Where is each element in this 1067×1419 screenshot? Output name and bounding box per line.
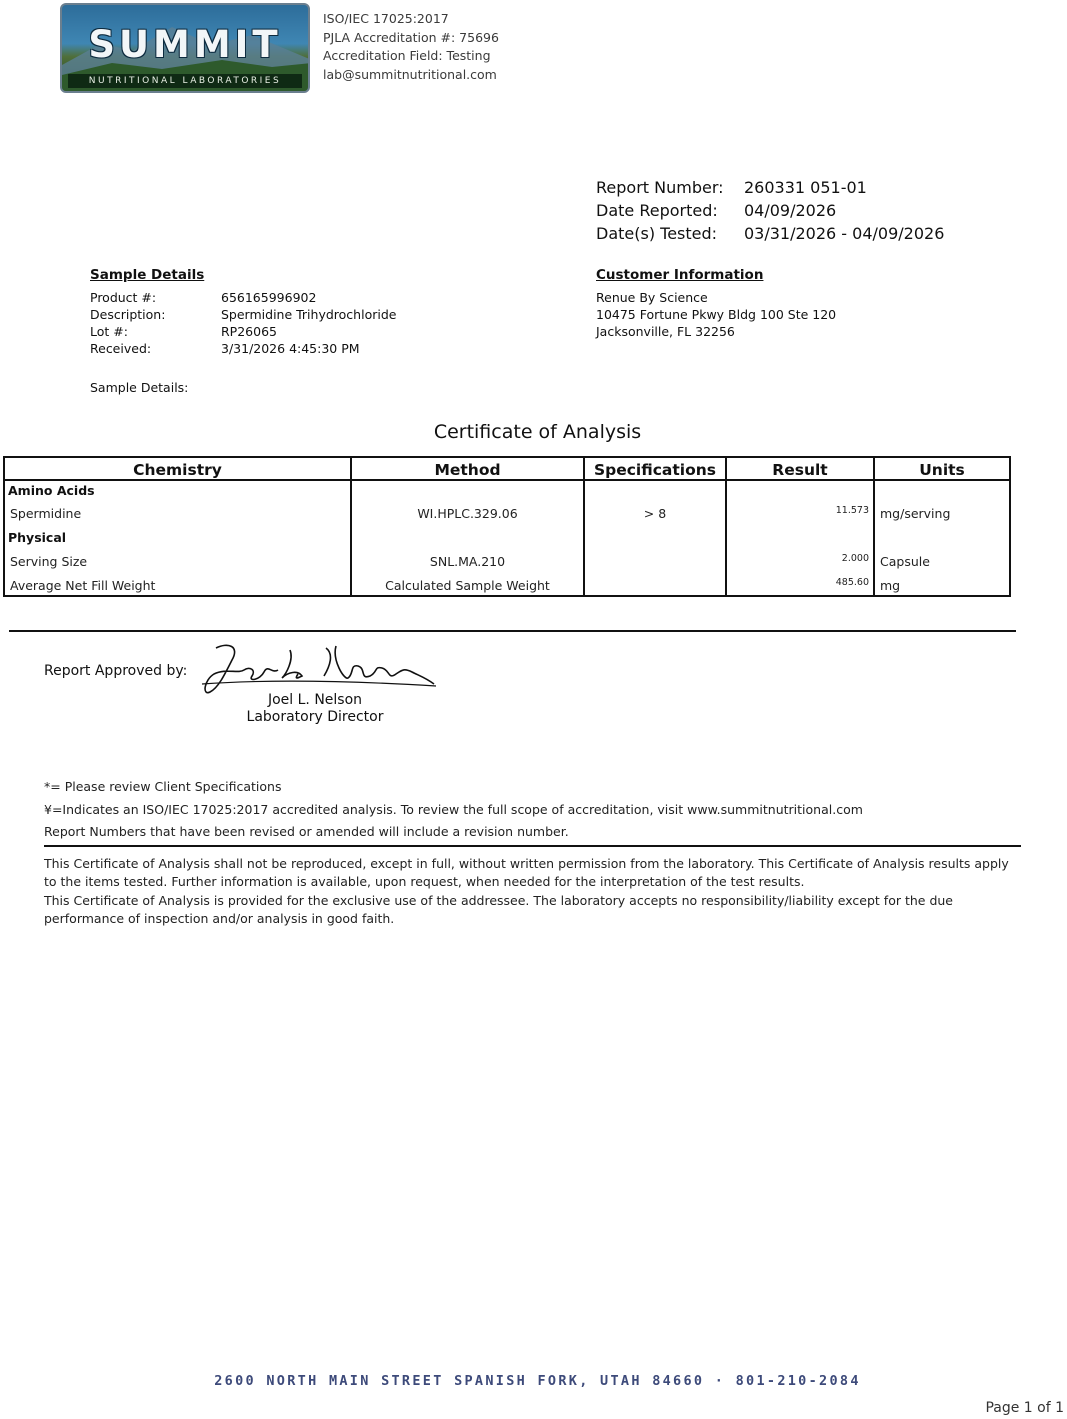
note-accredited-analysis: ¥=Indicates an ISO/IEC 17025:2017 accredited analysis. To review the full scope of accreditation, visit www.summitnutritional.com	[44, 801, 863, 817]
received-label: Received:	[90, 341, 152, 356]
report-number-value: 260331 051-01	[744, 178, 867, 197]
disclaimer-reproduction: This Certificate of Analysis shall not be reproduced, except in full, without written permission from the laboratory. This Certificate of Analysis results apply to the items tested. Further information is available, upon request, when needed for the interpretation of the test results.	[44, 856, 1009, 890]
logo-wordmark: SUMMIT	[88, 23, 282, 66]
header-chemistry: Chemistry	[133, 461, 222, 479]
method-spermidine: WI.HPLC.329.06	[417, 506, 518, 521]
description-value: Spermidine Trihydrochloride	[221, 307, 397, 322]
result-average-net-fill-weight: 485.60	[835, 577, 869, 588]
customer-name: Renue By Science	[596, 290, 708, 305]
date-reported-value: 04/09/2026	[744, 201, 837, 220]
header-units: Units	[919, 461, 965, 479]
result-serving-size: 2.000	[841, 553, 869, 564]
spec-spermidine: > 8	[643, 506, 667, 521]
method-serving-size: SNL.MA.210	[429, 554, 506, 569]
sample-details-heading: Sample Details	[90, 267, 205, 283]
analyte-spermidine: Spermidine	[10, 506, 82, 521]
accreditation-info	[323, 10, 499, 84]
lot-number-label: Lot #:	[90, 324, 128, 339]
approver-block	[220, 692, 410, 726]
customer-address-line2: Jacksonville, FL 32256	[596, 324, 735, 339]
header-method: Method	[434, 461, 501, 479]
lab-email: lab@summitnutritional.com	[323, 66, 497, 82]
report-number-label: Report Number:	[596, 178, 724, 197]
description-label: Description:	[90, 307, 166, 322]
analyte-serving-size: Serving Size	[10, 554, 88, 569]
received-value: 3/31/2026 4:45:30 PM	[221, 341, 360, 356]
header-specifications: Specifications	[593, 461, 717, 479]
section-divider	[44, 845, 1021, 847]
product-number-label: Product #:	[90, 290, 157, 305]
units-serving-size: Capsule	[880, 554, 930, 569]
notes	[44, 776, 863, 844]
disclaimer-liability: This Certificate of Analysis is provided for the exclusive use of the addressee. The laboratory accepts no responsibility/liability except for the due performance of inspection and/or analysis in good faith.	[44, 892, 954, 926]
note-client-specifications: *= Please review Client Specifications	[44, 779, 282, 794]
certificate-title: Certificate of Analysis	[433, 421, 642, 443]
disclaimer	[44, 855, 1019, 928]
dates-tested-value: 03/31/2026 - 04/09/2026	[744, 224, 945, 243]
accreditation-standard: ISO/IEC 17025:2017	[323, 11, 449, 26]
accreditation-field: Accreditation Field: Testing	[323, 48, 491, 63]
header-result: Result	[772, 461, 828, 479]
category-physical: Physical	[8, 530, 67, 545]
customer-address-line1: 10475 Fortune Pkwy Bldg 100 Ste 120	[596, 307, 837, 322]
units-spermidine: mg/serving	[880, 506, 951, 521]
approver-title: Laboratory Director	[246, 709, 384, 725]
section-divider	[9, 630, 1016, 632]
accreditation-number: PJLA Accreditation #: 75696	[323, 29, 499, 45]
page-number: Page 1 of 1	[985, 1400, 1064, 1416]
logo-subtitle: NUTRITIONAL LABORATORIES	[68, 74, 302, 88]
units-average-net-fill-weight: mg	[880, 578, 901, 593]
approver-name: Joel L. Nelson	[267, 692, 363, 708]
results-table	[3, 456, 1011, 597]
sample-details-note-label: Sample Details:	[90, 380, 189, 395]
dates-tested-label: Date(s) Tested:	[596, 224, 718, 243]
report-approved-label: Report Approved by:	[44, 663, 188, 679]
analyte-average-net-fill-weight: Average Net Fill Weight	[10, 578, 156, 593]
customer-info-heading: Customer Information	[596, 267, 764, 283]
sample-details	[90, 289, 396, 357]
category-amino-acids: Amino Acids	[8, 483, 95, 498]
product-number-value: 656165996902	[221, 290, 317, 305]
date-reported-label: Date Reported:	[596, 201, 718, 220]
lot-number-value: RP26065	[221, 324, 277, 339]
result-spermidine: 11.573	[835, 505, 869, 516]
note-revision: Report Numbers that have been revised or amended will include a revision number.	[44, 824, 569, 839]
company-logo	[60, 3, 310, 93]
method-average-net-fill-weight: Calculated Sample Weight	[385, 578, 550, 593]
footer-address: 2600 NORTH MAIN STREET SPANISH FORK, UTAH 84660 · 801-210-2084	[214, 1373, 861, 1389]
report-meta	[596, 176, 944, 245]
customer-info	[596, 289, 836, 340]
